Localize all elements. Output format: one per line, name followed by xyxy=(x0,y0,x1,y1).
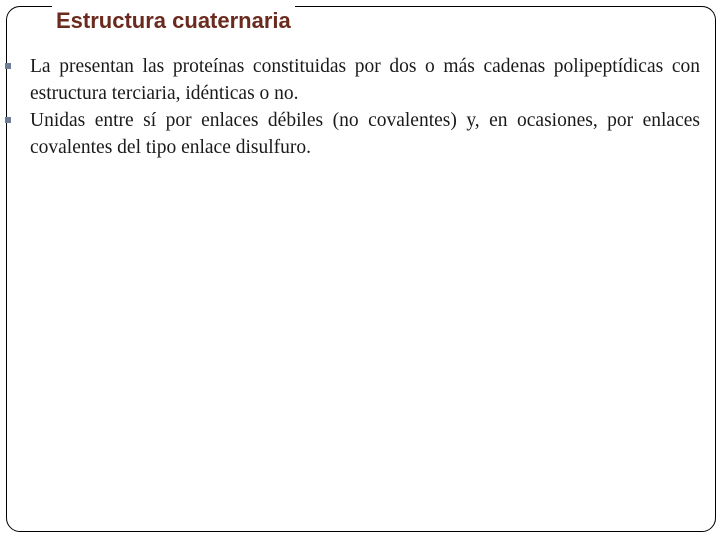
square-bullet-icon xyxy=(5,63,11,69)
square-bullet-icon xyxy=(5,117,11,123)
bullet-item xyxy=(0,53,700,107)
slide-title: Estructura cuaternaria xyxy=(52,3,295,39)
bullet-text: La presentan las proteínas constituidas por dos o más cadenas polipeptídicas con estructura terciaria, idénticas o no. xyxy=(30,56,700,104)
bullet-item xyxy=(0,107,700,161)
bullet-text: Unidas entre sí por enlaces débiles (no covalentes) y, en ocasiones, por enlaces covalentes del tipo enlace disulfuro. xyxy=(30,110,700,158)
bullet-list xyxy=(0,53,700,161)
